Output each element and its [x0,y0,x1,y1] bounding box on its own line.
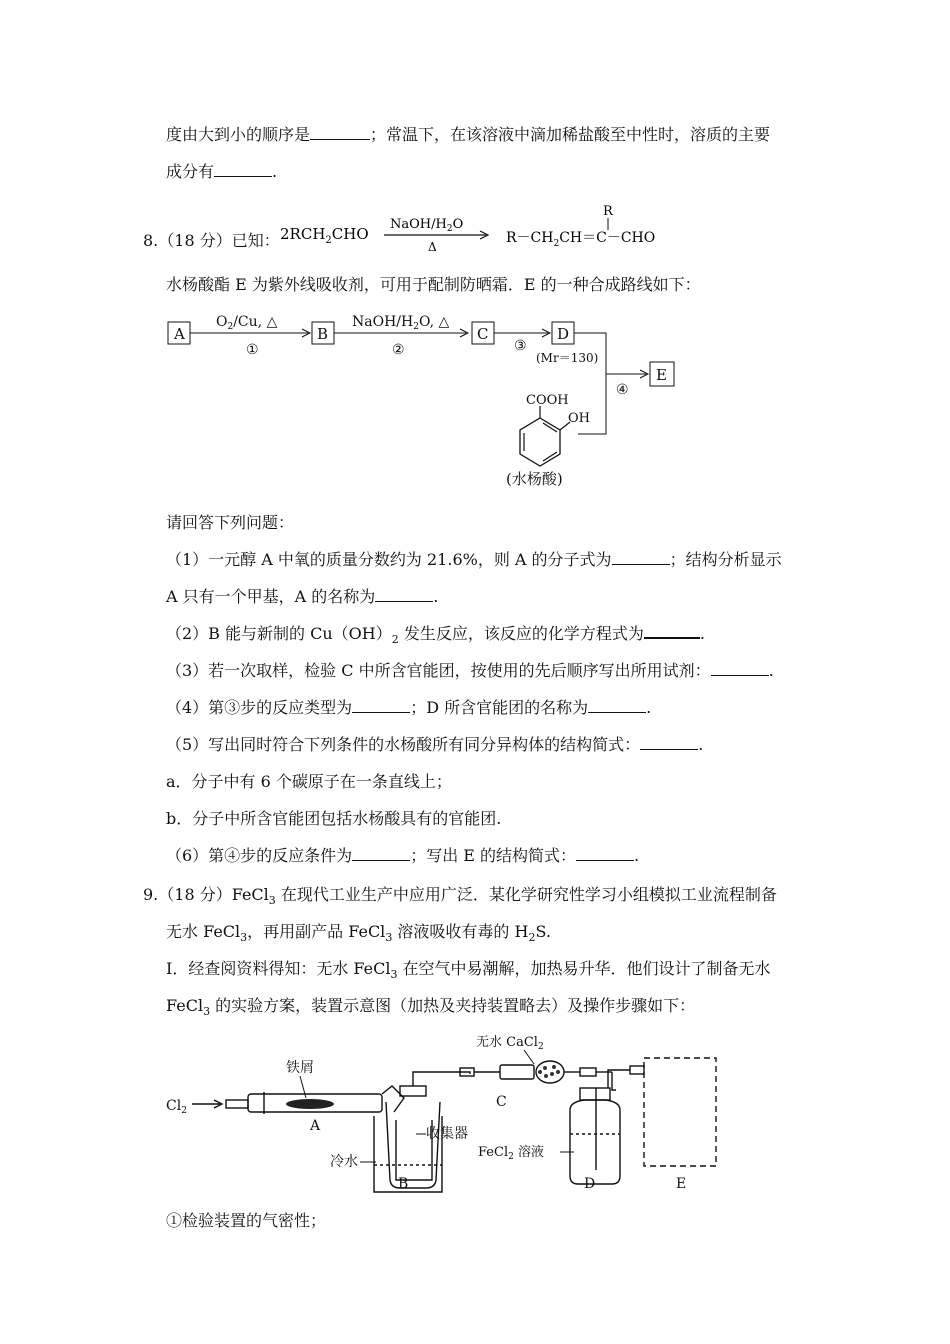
q8-condition-b: b．分子中所含官能团包括水杨酸具有的官能团. [166,809,502,828]
iron-label: 铁屑 [286,1060,314,1076]
oh-label: OH [568,411,590,426]
answer-blank[interactable] [352,698,410,713]
q8-intro: 水杨酸酯 E 为紫外线吸收剂，可用于配制防晒霜．E 的一种合成路线如下： [166,275,701,294]
answer-blank[interactable] [612,550,670,565]
salicylic-acid-label: (水杨酸) [506,470,563,488]
answer-blank[interactable] [588,698,646,713]
label-D: D [557,325,570,343]
answer-blank[interactable] [711,661,769,676]
step4-number: ④ [616,382,629,398]
label-A: A [310,1118,321,1134]
fecl2-label: FeCl$_2$ 溶液 [478,1145,544,1162]
label-E: E [676,1176,687,1192]
D-molar-mass: (Mr＝130) [536,351,599,365]
collector-label: 收集器 [426,1126,468,1142]
label-B: B [317,325,329,343]
label-E: E [656,366,667,384]
answer-blank[interactable] [576,846,634,861]
known-reaction [280,200,680,260]
q9-line1: 9.（18 分）FeCl$_3$ 在现代工业生产中应用广泛．某化学研究性学习小组模拟工业流程制备 [143,885,777,908]
answer-blank[interactable] [375,587,433,602]
synthesis-route [160,306,720,496]
iron-filings [286,1099,334,1109]
answer-blank[interactable] [644,623,700,639]
q8-part4: （4）第③步的反应类型为 ；D 所含官能团的名称为 . [166,698,652,717]
q8-part1-line2: A 只有一个甲基，A 的名称为 . [166,587,439,606]
reaction-condition-bottom: Δ [428,240,437,254]
salicylic-acid-structure [506,393,590,488]
q9-step1: ①检验装置的气密性； [166,1211,327,1230]
answer-blank[interactable] [214,162,272,177]
step2-number: ② [392,342,405,358]
cl2-label: $Cl_2$ [166,1098,187,1116]
q9-line2: 无水 FeCl$_3$，再用副产品 FeCl$_3$ 溶液吸收有毒的 $H_2S$. [166,922,551,945]
cold-water-label: 冷水 [330,1154,358,1170]
step1-number: ① [246,342,259,358]
label-C: C [477,325,489,343]
product: $R-CH_2CH=C-CHO$ [506,230,656,249]
label-C: C [496,1094,507,1110]
q8-header: 8.（18 分）已知： [143,231,280,250]
q7-line1: 度由大到小的顺序是 ；常温下，在该溶液中滴加稀盐酸至中性时，溶质的主要 [166,125,771,144]
product-R: R [603,204,613,219]
q8-condition-a: a．分子中有 6 个碳原子在一条直线上； [166,772,452,791]
q8-part1-line1: （1）一元醇 A 中氧的质量分数约为 21.6%，则 A 的分子式为 ；结构分析显示 [166,550,782,569]
q8-prompt: 请回答下列问题： [166,513,295,532]
q7-line2: 成分有 . [166,162,278,181]
label-A: A [174,325,185,343]
reaction-condition-top: NaOH/$H_2O$ [390,217,464,234]
cooh-label: COOH [526,393,569,408]
q9-line4: FeCl$_3$ 的实验方案，装置示意图（加热及夹持装置略去）及操作步骤如下： [166,996,696,1019]
q9-line3: Ⅰ．经查阅资料得知：无水 FeCl$_3$ 在空气中易潮解，加热易升华．他们设计了制备无水 [166,959,771,982]
q8-part6: （6）第④步的反应条件为 ；写出 E 的结构简式： . [166,846,640,865]
step1-condition: $O_2/Cu$, △ [216,314,278,332]
label-B: B [398,1176,409,1192]
q8-part2: （2）B 能与新制的 $Cu(OH)_2$ 发生反应，该反应的化学方程式为 . [166,624,705,647]
cacl2-label: 无水 CaCl$_2$ [476,1035,544,1052]
apparatus-diagram [160,1030,730,1200]
answer-blank[interactable] [640,735,698,750]
q8-part3: （3）若一次取样，检验 C 中所含官能团，按使用的先后顺序写出所用试剂： . [166,661,774,680]
step2-condition: NaOH/$H_2O$, △ [352,314,450,332]
answer-blank[interactable] [310,125,370,140]
answer-blank[interactable] [352,846,410,861]
q8-part5: （5）写出同时符合下列条件的水杨酸所有同分异构体的结构简式： . [166,735,704,754]
label-D: D [584,1176,596,1192]
step3-number: ③ [514,338,527,354]
reactant: $2RCH_2CHO$ [280,225,369,246]
